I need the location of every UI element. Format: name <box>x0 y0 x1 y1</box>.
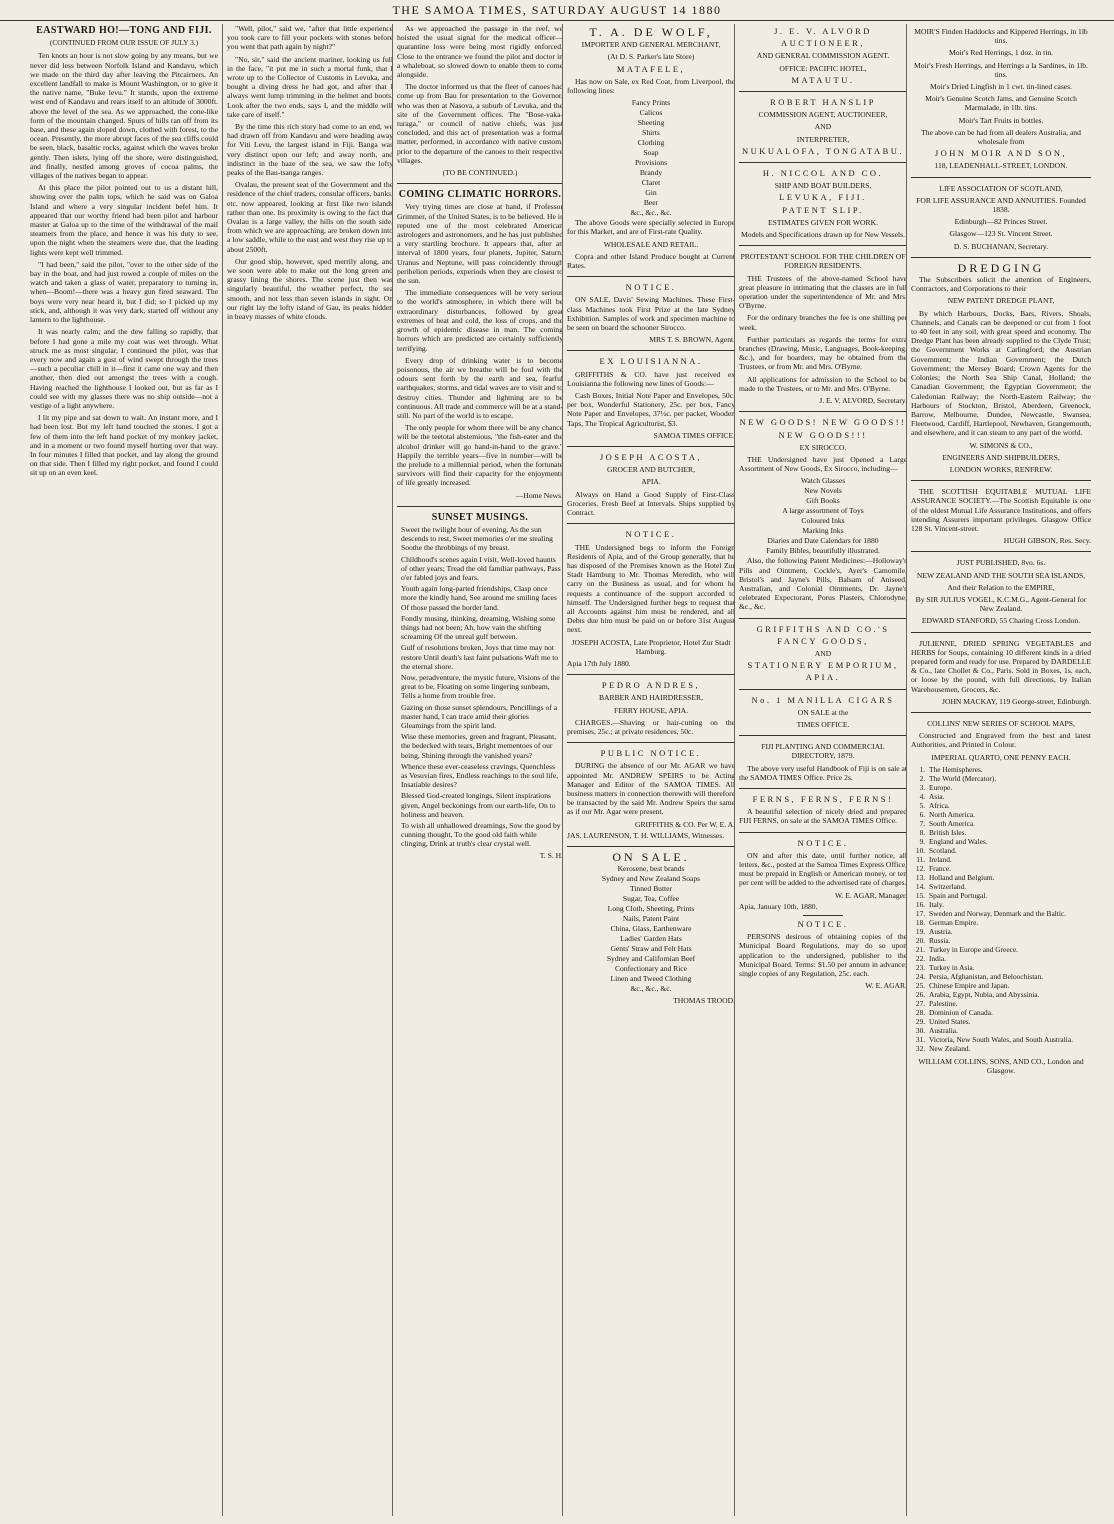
public-title: PUBLIC NOTICE. <box>600 748 702 759</box>
dewolf-title: IMPORTER AND GENERAL MERCHANT, <box>581 40 721 50</box>
school-paragraph: All applications for admission to the School to be made to the Trustees, or to Mr. and Mrs. O'Byrne. <box>739 374 907 393</box>
goods-item: Calicos <box>639 108 663 118</box>
notice-date: Apia 17th July 1880. <box>567 658 631 668</box>
divider <box>911 480 1091 481</box>
newgoods-also: Also, the following Patent Medicines:—Holloway's Pills and Ointment, Cockle's, Ayer's Camomile, Bristol's and Jayne's Pills, Balsam of Aniseed, Australian, and Colonial Ointments, Dr. Jayne's celebrated Expectorant, Porus Plasters, Chlorodyne, &c., &c. <box>739 556 907 612</box>
column-1 <box>30 24 218 1516</box>
collins-head: IMPERIAL QUARTO, ONE PENNY EACH. <box>931 752 1071 762</box>
scotland-sign: D. S. BUCHANAN, Secretary. <box>953 241 1049 251</box>
sunset-title: SUNSET MUSINGS. <box>431 511 529 523</box>
map-item: 18. German Empire. <box>927 918 1091 927</box>
column-6 <box>906 24 1091 1516</box>
climatic-paragraph: Every drop of drinking water is to become poisonous, the air we breathe will be foul with the odours sent forth by the earth and sea, fearful earthquakes, storms, and tidal waves are to visit and to destroy cities. Thunder and lightning are to be continuous. All trade and commerce will be at a stand-still. No part of the world is to escape. <box>397 355 563 420</box>
goods-item: Clothing <box>637 138 665 148</box>
moir-item: Moir's Genuine Scotch Jams, and Genuine Scotch Marmalade, in 1lb. tins. <box>925 94 1077 113</box>
school-title: PROTESTANT SCHOOL FOR THE CHILDREN OF FOREIGN RESIDENTS. <box>740 252 906 271</box>
map-item: 9. England and Wales. <box>927 837 1091 846</box>
griffiths-title: GRIFFITHS AND CO.'S <box>756 623 890 634</box>
dewolf-copra: Copra and other Island Produce bought at Current Rates. <box>567 251 735 271</box>
andres-place: FERRY HOUSE, APIA. <box>614 705 688 715</box>
directory-title: FIJI PLANTING AND COMMERCIAL DIRECTORY, 1879. <box>761 742 885 761</box>
column-2 <box>222 24 393 1516</box>
article-paragraph: "Well, pilot," said we, "after that little experience you took care to fill your pockets with stones before you went that path again by night?" <box>227 24 393 52</box>
map-item: 29. United States. <box>927 1017 1091 1026</box>
hanslip-and: AND <box>814 122 832 132</box>
divider <box>911 712 1091 713</box>
griffiths-fancy: FANCY GOODS, <box>777 635 869 646</box>
climatic-paragraph: Very trying times are close at hand, if Professor Grimmer, of the United States, is to be believed. He is reputed one of the most celebrated American astrologers and astronomers, and he has just published a very startling brochure. It appears that, after an interval of 1800 years, four planets, Jupiter, Saturn, Uranus and Neptune, will pass coincidently through perihelion periods, experiods when they are closest to the sun. <box>397 202 563 286</box>
article-continued: (CONTINUED FROM OUR ISSUE OF JULY 3.) <box>49 38 199 48</box>
map-item: 23. Turkey in Asia. <box>927 963 1091 972</box>
onsale-item: Sydney and Californian Beef <box>606 954 696 964</box>
louisiana-body: GRIFFITHS & CO. have just received ex Louisianna the following new lines of Goods:— <box>567 369 735 388</box>
poem-stanza: Gulf of resolutions broken, Joys that time may not restore Until death's last faint pulsations Waft me to the eternal shore. <box>401 643 559 671</box>
divider <box>739 735 907 736</box>
hanslip-role: INTERPRETER, <box>796 134 850 144</box>
newgoods-item: Coloured Inks <box>801 516 845 526</box>
article-paragraph: Ovalau, the present seat of the Government and the residence of the chief traders, consular officers, banks, etc. now appeared, looking at first like two islands rather than one. Its proximity is owing to the fact that Ovalau is a large valley, the hills on the south side, from which we are approaching, are broken down into a low saddle, while to the east and west they rise up to about 2500ft. <box>227 180 393 254</box>
niccol-body: Models and Specifications drawn up for New Vessels. <box>741 230 905 240</box>
dredging-place: LONDON WORKS, RENFREW. <box>949 464 1053 474</box>
published-publisher: EDWARD STANFORD, 55 Charing Cross London. <box>921 616 1081 626</box>
divider <box>911 551 1091 552</box>
goods-item: Sheeting <box>637 118 665 128</box>
published-author: By SIR JULIUS VOGEL, K.C.M.G., Agent-General for New Zealand. <box>915 594 1087 614</box>
divider <box>567 276 735 277</box>
article-paragraph: "I had been," said the pilot, "over to the other side of the bay in the boat, and had just rowed a couple of miles on the watch and taken a glass of water, preparatory to turning in, when—Boom!—there was a heavy gun fired seaward. The boys were very near heard it, but I did; so I picked up my stick, and, although it was very dark, started off without any lantern to the lighthouse. <box>30 259 218 325</box>
newgoods-title-2: NEW GOODS!!! <box>778 429 868 440</box>
divider <box>567 674 735 675</box>
newgoods-body: THE Undersigned have just Opened a Large Assortment of New Goods, Ex Sirocco, including— <box>739 454 907 474</box>
article-paragraph: The doctor informed us that the fleet of canoes had come up from Bau for presentation to the Governor, who was then at Nasova, a suburb of Levuka, and the site of the Government offices. The "Bose-vaka-turaga," or council of native chiefs, was just concluded, and this act of presentation was a formal matter, performed, in accordance with native custom, prior to the departure of the canoes to their respective villages. <box>397 82 563 165</box>
school-paragraph: THE Trustees of the above-named School have great pleasure in intimating that the classes are in full operation under the superintendence of Mr. and Mrs. O'Byrne. <box>739 273 907 311</box>
goods-item: Beer <box>643 198 659 208</box>
goods-item: Claret <box>641 178 661 188</box>
acosta-title: GROCER AND BUTCHER, <box>607 465 695 475</box>
manilla-office: TIMES OFFICE. <box>796 719 850 729</box>
newgoods-title: NEW GOODS! NEW GOODS!! <box>739 417 907 428</box>
acosta-name: JOSEPH ACOSTA, <box>599 452 703 463</box>
divider <box>739 788 907 789</box>
poem-stanza: To wish all unhallowed dreamings, Sow the good by cunning thought, To the good old faith while clinging, Drink at truth's clear crystal well. <box>401 821 561 849</box>
onsale-item: Tinned Butter <box>629 884 673 894</box>
newgoods-item: A large assortment of Toys <box>782 506 864 516</box>
public-witness: JAS. LAURENSON, T. H. WILLIAMS, Witnesses. <box>567 830 725 840</box>
map-item: 25. Chinese Empire and Japan. <box>927 981 1091 990</box>
directory-body: The above very useful Handbook of Fiji is on sale at the SAMOA TIMES Office. Price 2s. <box>739 763 907 782</box>
divider <box>739 689 907 690</box>
louisiana-items: Cash Boxes, Initial Note Paper and Envelopes, 50c. per box, Wonderful Stationery, 25c. per box, Fancy Note Paper and Envelopes, 37½c. per packet, Wooden Taps, The Tropical Agriculturist, $3. <box>567 391 735 428</box>
dredging-firm: W. SIMONS & CO., <box>969 440 1033 450</box>
goods-item: Provisions <box>634 158 668 168</box>
divider <box>739 162 907 163</box>
hanslip-title: COMMISSION AGENT, AUCTIONEER, <box>758 110 888 120</box>
map-item: 28. Dominion of Canada. <box>927 1008 1091 1017</box>
map-item: 3. Europe. <box>927 783 1091 792</box>
onsale-item: Gents' Straw and Felt Hats <box>610 944 692 954</box>
divider <box>567 523 735 524</box>
scotland-title: LIFE ASSOCIATION OF SCOTLAND, <box>939 183 1063 193</box>
newgoods-item: New Novels <box>804 486 842 496</box>
scotland-address: Glasgow—123 St. Vincent Street. <box>949 229 1053 239</box>
map-item: 27. Palestine. <box>927 999 1091 1008</box>
scotland-sub: FOR LIFE ASSURANCE AND ANNUITIES. Founded 1838. <box>916 195 1086 215</box>
map-item: 32. New Zealand. <box>927 1044 1091 1053</box>
divider <box>803 915 843 916</box>
acosta-body: Always on Hand a Good Supply of First-Class Groceries. Fresh Beef at Intervals. Ships supplied by Contract. <box>567 489 735 518</box>
alvord-name: J. E. V. ALVORD <box>774 26 872 36</box>
climatic-source: —Home News. <box>515 490 563 500</box>
map-item: 20. Russia. <box>927 936 1091 945</box>
article-paragraph: "No, sir," said the ancient mariner, looking us full in the face, "it put me in such a mortal funk, that I wrote up to the Collector of Customs in Levuka, and bought a diving dress he had got, and after that I always went lump trimming in the helmet and boots. Look after the two ends, says I, and the middle will take care of itself." <box>227 54 393 119</box>
newgoods-item: Watch Glasses <box>800 476 846 486</box>
climatic-paragraph: The only people for whom there will be any chance will be the teetotal abstemious, "the fish-eater and the alcohol drinker will go hand-in-hand to the grave." Happily the terrible years—five in number—will be the prelude to a millennial period, when the fortunate survivors will find their capacity for the enjoyments of life greatly increased. <box>397 423 563 488</box>
divider <box>739 91 907 92</box>
alvord-title: AUCTIONEER, <box>781 38 865 49</box>
notice-body: ON SALE, Davis' Sewing Machines. These First-class Machines took First Prize at the late Sydney Exhibition. Samples of work and specimen machine to be seen on board the schooner Sirocco. <box>567 295 735 333</box>
niccol-name: H. NICCOL AND CO. <box>762 168 884 179</box>
map-item: 12. France. <box>927 864 1091 873</box>
published-sub: NEW ZEALAND AND THE SOUTH SEA ISLANDS, <box>916 570 1086 580</box>
poem-stanza: Fondly musing, thinking, dreaming, Wishing some things had not been; Ah, how vain the shifting screaming Of the unreal gulf between. <box>401 613 556 642</box>
map-item: 15. Spain and Portugal. <box>927 891 1091 900</box>
divider <box>567 742 735 743</box>
poem-stanza: Youth again long-parted friendships, Clasp once more the kindly hand, See around me smiling faces Of those passed the border land. <box>401 584 557 612</box>
dewolf-name: T. A. DE WOLF, <box>589 25 713 39</box>
poem-stanza: Whence these ever-ceaseless cravings, Quenchless as Vesuvian fires, Endless reachings to the soul life, Insatiable desires? <box>401 761 559 790</box>
hanslip-place: NUKUALOFA, TONGATABU. <box>741 145 905 156</box>
sunset-poem <box>397 525 563 849</box>
divider <box>739 411 907 412</box>
notice-body: THE Undersigned begs to inform the Foreign Residents of Apia, and of the Group generally, that he has disposed of the Premises known as the Hotel Zur Stadt Hamburg to Mr. Thomas Meredith, who will carry on the Business as usual, and for whom he requests a continuance of the support accorded to himself. The Undersigned further begs to request that all Accounts against him must be rendered, and all Debts due him must be paid on or before 31st August next. <box>567 542 735 635</box>
griffiths-and: AND <box>814 648 832 658</box>
newgoods-item: Marking Inks <box>802 526 844 536</box>
public-body: DURING the absence of our Mr. AGAR we have appointed Mr. ANDREW SPEIRS to be Acting Manager and Editor of the SAMOA TIMES. All business matters in connection therewith will therefore be transacted by the said Mr. Andrew Speirs the same as if our Mr. Agar were present. <box>567 761 735 817</box>
collins-map-list <box>927 765 1091 1053</box>
divider <box>397 183 563 184</box>
map-item: 26. Arabia, Egypt, Nubia, and Abyssinia. <box>927 990 1091 999</box>
dewolf-address: (At D. S. Parker's late Store) <box>607 52 695 62</box>
alvord-office: OFFICE: PACIFIC HOTEL, <box>779 63 867 73</box>
notice-title: NOTICE. <box>797 837 849 848</box>
notice-title: NOTICE. <box>625 529 677 540</box>
collins-body: Constructed and Engraved from the best and latest Authorities, and Printed in Colour. <box>911 731 1091 750</box>
map-item: 10. Scotland. <box>927 846 1091 855</box>
public-sign: GRIFFITHS & CO. Per W. E. A. <box>635 819 735 829</box>
article-paragraph: At this place the pilot pointed out to us a distant hill, showing over the palm tops, which he said was on Galoa Island and where a very singular incident befel him. It appeared that our worthy friend had been pilot and harbour master at Galoa up to the time of the withdrawal of the mail steamers from the place, and hence it was his duty to see, upon the night when the steamers were due, that the leading lights were kept well trimmed. <box>30 183 218 257</box>
dewolf-note: The above Goods were specially selected in Europe for this Market, and are of First-rate Quality. <box>567 218 735 237</box>
equitable-sign: HUGH GIBSON, Res. Secy. <box>1003 536 1091 546</box>
map-item: 5. Africa. <box>927 801 1091 810</box>
onsale-item: Sydney and New Zealand Soaps <box>601 874 701 884</box>
poem-stanza: Childhood's scenes again I visit, Well-loved haunts of other years; Tread the old familiar pathways, Pass o'er fabled joys and fears. <box>401 554 561 582</box>
newgoods-source: EX SIROCCO. <box>799 442 847 452</box>
divider <box>911 632 1091 633</box>
niccol-estimates: ESTIMATES GIVEN FOR WORK. <box>768 217 878 227</box>
column-4 <box>562 24 735 1516</box>
dewolf-intro: Has now on Sale, ex Red Coat, from Liverpool, the following lines: <box>567 76 735 96</box>
map-item: 24. Persia, Afghanistan, and Beloochistan. <box>927 972 1091 981</box>
map-item: 7. South America. <box>927 819 1091 828</box>
moir-item: Moir's Red Herrings, 1 doz. in tin. <box>948 48 1054 58</box>
griffiths-place: APIA. <box>805 672 841 683</box>
article-paragraph: I lit my pipe and sat down to wait. An instant more, and I had been lost. But my left hand touched the stones. I got a few of them into the left hand pocket of my monkey jacket, and in a moment or two found myself hurting over that way. In four minutes I filled that pocket, and lay along the ground on that side. Then I filled my right pocket, and found I could sit up on an even keel. <box>30 413 218 478</box>
article-title: EASTWARD HO!—TONG AND FIJI. <box>36 25 212 36</box>
divider <box>567 846 735 847</box>
school-paragraph: For the ordinary branches the fee is one shilling per week. <box>739 313 907 332</box>
goods-item: Gin <box>645 188 657 198</box>
onsale-title: ON SALE. <box>612 849 690 864</box>
notice-sign: W. E. AGAR, Manager. <box>834 890 907 900</box>
dredging-body: By which Harbours, Docks, Bars, Rivers, Shoals, Channels, and Canals can be deepened or cut from 1 foot to 40 feet in any soil, with great speed and economy. The Dredge Plant has been already supplied to the Clyde Trust; the Government Works at Carlingford; the Austrian Government; the Indian Government; the Dutch Government; the Mersey Board; Crown Agents for the Colonies; the North Sea Ship Canal, Holland; the Canadian Government; the Egyptian Government; the Caledonian Railway; the North-Eastern Railway; the Harbours of Stockton, Bristol, Aberdeen, Greenock, Barrow, Melbourne, Dundee, Newcastle, Swansea, Fleetwood, Cardiff, Hartlepool, Newhaven, Grangemouth, and elsewhere, and it can steam to any part of the world. <box>911 308 1091 438</box>
column-5 <box>734 24 907 1516</box>
notice-body: PERSONS desirous of obtaining copies of the Municipal Board Regulations, may do so upon application to the undersigned, publisher to the Municipal Board. Terms: $1.50 per annum in advance; single copies of any Regulation, 25c. each. <box>739 932 907 979</box>
published-sub-2: And their Relation to the EMPIRE, <box>947 582 1055 592</box>
niccol-place: LEVUKA, FIJI. <box>779 192 867 203</box>
article-paragraph: As we approached the passage in the reef, we hoisted the usual signal for the medical officer—quarantine loss were being most rigidly enforced. Close to the entrance we found the pilot and doctor in a whaleboat, so slowed down to enable them to come alongside. <box>397 24 563 80</box>
collins-sign: WILLIAM COLLINS, SONS, AND CO., London and Glasgow. <box>918 1056 1084 1075</box>
poem-stanza: Gazing on those sunset splendours, Pencillings of a master hand, I can trace amid their glories Gleamings from the spirit land. <box>401 702 558 731</box>
manilla-sale: ON SALE at the <box>797 707 849 717</box>
onsale-item: Kerosene, best brands <box>617 864 685 874</box>
goods-item: Shirts <box>642 128 660 138</box>
poem-stanza: Now, peradventure, the mystic future, Visions of the great to be, Floating on some lingering sunbeam, Tells a home from trouble free. <box>401 673 560 701</box>
newgoods-item: Gift Books <box>806 496 840 506</box>
divider <box>397 506 563 507</box>
dredging-title: DREDGING <box>957 260 1045 275</box>
map-item: 11. Ireland. <box>927 855 1091 864</box>
andres-name: PEDRO ANDRES, <box>601 680 701 691</box>
notice-sign: MRS T. S. BROWN, Agent. <box>649 335 735 345</box>
newgoods-item: Diaries and Date Calendars for 1880 <box>767 536 879 546</box>
map-item: 13. Holland and Belgium. <box>927 873 1091 882</box>
published-title: JUST PUBLISHED, 8vo. 6s. <box>956 558 1046 568</box>
map-item: 8. British Isles. <box>927 828 1091 837</box>
goods-item: Fancy Prints <box>631 98 671 108</box>
divider <box>739 618 907 619</box>
map-item: 14. Switzerland. <box>927 882 1091 891</box>
ferns-body: A beautiful selection of nicely dried and prepared FIJI FERNS, on sale at the SAMOA TIMES Office. <box>739 807 907 826</box>
map-item: 1. The Hemispheres. <box>927 765 1091 774</box>
dredging-firm-2: ENGINEERS AND SHIPBUILDERS, <box>942 452 1060 462</box>
poem-stanza: Sweet the twilight hour of evening, As the sun descends to rest, Sweet memories o'er me stealing Soothe the throbbings of my breast. <box>401 524 553 553</box>
divider <box>739 832 907 833</box>
notice-sign: W. E. AGAR. <box>865 981 907 991</box>
onsale-item: China, Glass, Earthenware <box>610 924 692 934</box>
school-paragraph: Further particulars as regards the terms for extra branches (Drawing, Music, Languages, Book-keeping, &c.), and for boarders, may be obtained from the Trustees, or from Mr. and Mrs. O'Byrne. <box>739 334 907 372</box>
goods-item: &c., &c., &c. <box>630 208 672 218</box>
manilla-title: No. 1 MANILLA CIGARS <box>751 694 895 705</box>
julienne-body: JULIENNE, DRIED SPRING VEGETABLES and HERBS for Soups, containing 10 different kinds in a dried prepared form and ready for use. Prepared by DARDELLE & Co., late Chollet & Co., Paris. Sold in Boxes, 1s. each, or loose by the pound, with full directions, by Italian Warehousemen, Grocers, &c. <box>911 638 1091 694</box>
moir-address: 118, LEADENHALL-STREET, LONDON. <box>934 161 1068 171</box>
map-item: 4. Asia. <box>927 792 1091 801</box>
map-item: 19. Austria. <box>927 927 1091 936</box>
map-item: 31. Victoria, New South Wales, and South Australia. <box>927 1035 1091 1044</box>
divider <box>567 446 735 447</box>
scotland-address: Edinburgh—82 Princes Street. <box>954 217 1048 227</box>
notice-title: NOTICE. <box>797 919 849 929</box>
alvord-sub: AND GENERAL COMMISSION AGENT. <box>756 51 890 61</box>
onsale-item: Long Cloth, Sheeting, Prints <box>607 904 695 914</box>
dredging-sub: NEW PATENT DREDGE PLANT, <box>947 296 1055 306</box>
collins-title: COLLINS' NEW SERIES OF SCHOOL MAPS, <box>927 718 1075 728</box>
article-paragraph: By the time this rich story had come to an end, we had drawn off from Kandavu and were heading away for Viti Levu, the largest island in Fiji. Banga was very distinct upon our left; and away north, and indistinct in the haze of the sea, we saw the lofty peaks of the Bau-tsanga ranges. <box>227 122 393 178</box>
moir-item: Moir's Dried Lingfish in 1 cwt. tin-lined cases. <box>929 82 1073 92</box>
notice-body: ON and after this date, until further notice, all letters, &c., posted at the Samoa Times Express Office, must be prepaid in English or American money, or ten per cent will be added to the advertised rate of charges. <box>739 850 907 888</box>
article-paragraph: Ten knots an hour is not slow going by any means, but we never did less between Norfolk Island and Kandavu, which we made on the third day after leaving the Pitcairners. An excellent landfall to make is Mount Washington, or to give it the native name, "Buke levu." It stands, upon the extreme west end of Kandavu and rears itself to an altitude of 3000ft. above the level of the sea. As we approached, the cone-like form of the mountain changed. Spurs of hills ran off from its base, and these again sloped down, clothed with forest, to the ocean. Presently, the more abrupt faces of the sea cliffs could be seen, black, basaltic rocks, against which the waves broke gently. Then islets, lying off the shore, were distinguished, and finally, nestled among groves of cocoa palms, the villages of the natives began to appear. <box>30 51 218 181</box>
hanslip-name: ROBERT HANSLIP <box>770 97 876 108</box>
onsale-item: Linen and Tweed Clothing <box>610 974 692 984</box>
moir-item: Moir's Tart Fruits in bottles. <box>958 115 1044 125</box>
dewolf-wholesale: WHOLESALE AND RETAIL. <box>603 239 699 249</box>
andres-body: CHARGES.—Shaving or hair-cutting on the premises, 25c.; at private residences, 50c. <box>567 717 735 736</box>
onsale-item: Confectionary and Rice <box>614 964 688 974</box>
article-continued-note: (TO BE CONTINUED.) <box>442 168 518 178</box>
moir-note: The above can be had from all dealers Australia, and wholesale from <box>921 127 1081 147</box>
dredging-intro: The Subscribers solicit the attention of Engineers, Contractors, and Corporations to their <box>911 275 1091 294</box>
notice-sign: JOSEPH ACOSTA, Late Proprietor, Hotel Zur Stadt Hamburg. <box>571 637 731 656</box>
goods-item: Brandy <box>639 168 663 178</box>
map-item: 2. The World (Mercator). <box>927 774 1091 783</box>
poem-author: T. S. H. <box>539 850 563 860</box>
map-item: 6. North America. <box>927 810 1091 819</box>
climatic-title: COMING CLIMATIC HORRORS. <box>398 189 562 201</box>
newgoods-item: Family Bibles, beautifully illustrated. <box>766 546 880 556</box>
notice-title: NOTICE. <box>625 282 677 293</box>
ferns-title: FERNS, FERNS, FERNS! <box>752 793 894 804</box>
onsale-item: Ladies' Garden Hats <box>620 934 682 944</box>
andres-title: BARBER AND HAIRDRESSER, <box>598 693 703 703</box>
masthead: THE SAMOA TIMES, SATURDAY AUGUST 14 1880 <box>0 0 1114 21</box>
moir-item: Moir's Fresh Herrings, and Herrings a la Sardines, in 1lb. tins. <box>914 60 1088 79</box>
moir-item: MOIR'S Finden Haddocks and Kippered Herrings, in 1lb tins. <box>914 27 1088 46</box>
onsale-item: Sugar, Tea, Coffee <box>622 894 680 904</box>
divider <box>911 177 1091 178</box>
moir-firm: JOHN MOIR AND SON, <box>934 148 1068 159</box>
poem-stanza: Wise these memories, green and fragrant, Pleasant, the bedecked with tears, Bright mementoes of our being, Shining through the vanished years? <box>401 732 557 760</box>
column-3 <box>392 24 563 1516</box>
divider <box>567 350 735 351</box>
equitable-body: THE SCOTTISH EQUITABLE MUTUAL LIFE ASSURANCE SOCIETY.—The Scottish Equitable is one of the oldest Mutual Life Assurance Institutions, and offers intending Assurers important privileges. Glasgow Office 128 St. Vincent-street. <box>911 487 1091 533</box>
poem-stanza: Blessed God-created longings, Silent inspirations given, Angel beckonings from our earth-life, On to holiness and heaven. <box>401 791 556 819</box>
divider <box>739 245 907 246</box>
onsale-sign: THOMAS TROOD. <box>673 996 735 1006</box>
dewolf-place: MATAFELE, <box>616 63 686 74</box>
alvord-place: MATAUTU. <box>791 74 855 85</box>
article-paragraph: It was nearly calm; and the dew falling so rapidly, that before I had gone a mile my coat was wet through. What struck me as most singular, I continued the pilot, was that every now and again a gust of wind swept through the trees—such a peculiar chill in it—first it came one way and then another, then died out amongst the trees with a cough. Having reached the lighthouse I looked out, but as far as I could see with my glasses there was no ship outside—not a vestige of a light anywhere. <box>30 327 218 410</box>
article-paragraph: Our good ship, however, sped merrily along, and we soon were able to make out the long green and grassy lining the shores. The scene just then was singularly beautiful, the weather perfect, the sea smooth, and not less than seven islands in sight. On our right lay the lofty island of Gau, its peaks hidden in heavy masses of white clouds. <box>227 256 393 322</box>
acosta-place: APIA. <box>641 477 661 487</box>
griffiths-emporium: STATIONERY EMPORIUM, <box>747 660 899 671</box>
louisiana-title: EX LOUISIANNA. <box>599 356 703 367</box>
onsale-item: Nails, Patent Paint <box>622 914 680 924</box>
niccol-title: SHIP AND BOAT BUILDERS, <box>774 181 872 191</box>
niccol-slip: PATENT SLIP. <box>782 204 864 215</box>
notice-date: Apia, January 10th, 1880. <box>739 901 818 911</box>
louisiana-sign: SAMOA TIMES OFFICE. <box>653 430 735 440</box>
climatic-paragraph: The immediate consequences will be very serious to the world's atmosphere, in which there will be extraordinary disturbances, followed by great extremes of heat and cold, the loss of crops, and the growth of epidemic disease in man. The coming horrors which are predicted are certainly sufficiently terrifying. <box>397 288 563 353</box>
divider <box>911 257 1091 258</box>
map-item: 22. India. <box>927 954 1091 963</box>
school-sign: J. E. V. ALVORD, Secretary. <box>819 396 907 406</box>
goods-item: Soap <box>643 148 659 158</box>
map-item: 21. Turkey in Europe and Greece. <box>927 945 1091 954</box>
map-item: 17. Sweden and Norway, Denmark and the Baltic. <box>927 909 1091 918</box>
map-item: 30. Australia. <box>927 1026 1091 1035</box>
julienne-sign: JOHN MACKAY, 119 George-street, Edinburgh. <box>942 696 1091 706</box>
map-item: 16. Italy. <box>927 900 1091 909</box>
onsale-item: &c., &c., &c. <box>630 984 672 994</box>
